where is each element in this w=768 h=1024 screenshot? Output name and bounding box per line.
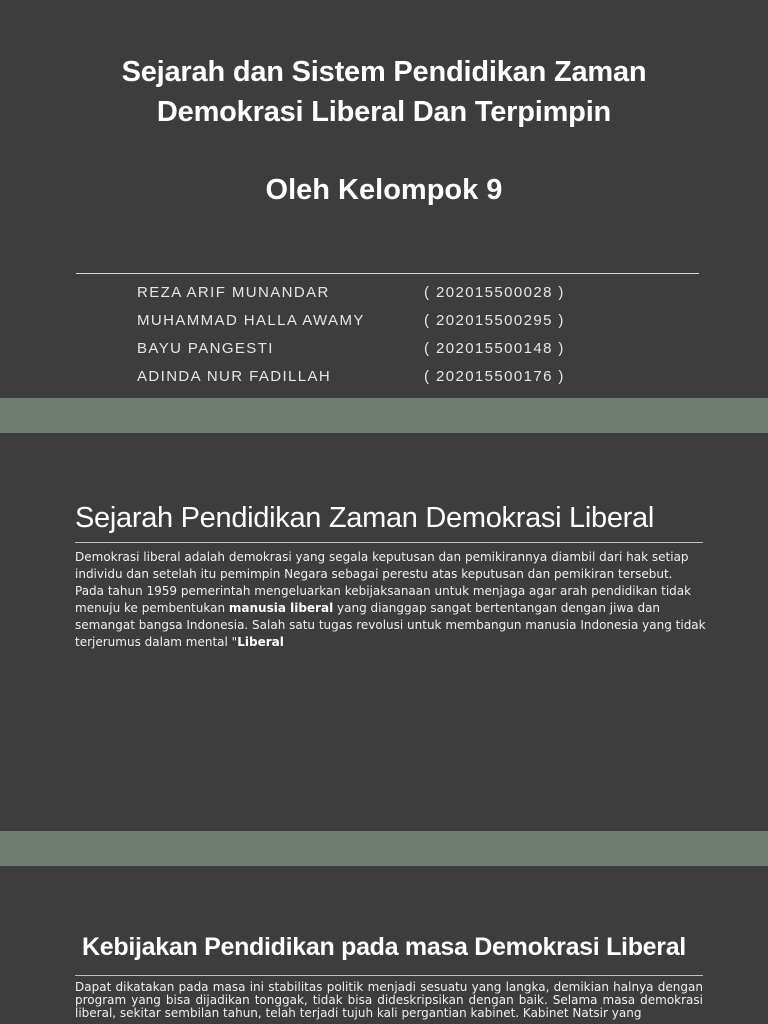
paragraph-2-text-b: yang dianggap sangat bertentangan dengan jiwa dan semangat bangsa Indonesia. Salah satu tugas revolusi untuk membangun manusia Indonesia yang tidak terjerumus dalam mental " (75, 601, 706, 649)
member-row (137, 309, 617, 337)
paragraph-2-text-a: Pada tahun 1959 pemerintah mengeluarkan kebijaksanaan untuk menjaga agar arah pendidikan tidak menuju ke pembentukan (75, 584, 692, 615)
slide-body (75, 549, 711, 651)
slide-body: Dapat dikatakan pada masa ini stabilitas politik menjadi sesuatu yang langka, demikian halnya dengan program yang bisa dijadikan tonggak, tidak bisa dideskripsikan dengan baik. Selama masa demokrasi liberal, sekitar sembilan tahun, telah terjadi tujuh kali pergantian kabinet. Kabinet Natsir yang (75, 980, 703, 1020)
paragraph-2 (75, 583, 711, 651)
member-name: ADINDA NUR FADILLAH (137, 368, 332, 385)
slide-title: Kebijakan Pendidikan pada masa Demokrasi Liberal (82, 933, 686, 961)
member-row (137, 337, 617, 365)
title-line-1: Sejarah dan Sistem Pendidikan Zaman (121, 56, 647, 88)
member-name: REZA ARIF MUNANDAR (137, 284, 330, 301)
divider-line (75, 542, 703, 543)
bold-text-liberal: Liberal (237, 635, 284, 649)
paragraph-1: Demokrasi liberal adalah demokrasi yang segala keputusan dan pemikirannya diambil dari hak setiap individu dan setelah itu pemimpin Negara sebagai perestu atas keputusan dan pemikiran tersebut. (75, 550, 689, 581)
member-row (137, 365, 617, 393)
group-subtitle: Oleh Kelompok 9 (265, 174, 503, 206)
member-row (137, 281, 617, 309)
title-line-2: Demokrasi Liberal Dan Terpimpin (156, 96, 612, 128)
history-slide (0, 433, 768, 831)
slide-title: Sejarah Pendidikan Zaman Demokrasi Liberal (75, 502, 654, 534)
divider-line (75, 975, 703, 976)
policy-slide (0, 866, 768, 1024)
presentation-title (0, 52, 768, 132)
bold-text-manusia-liberal: manusia liberal (228, 601, 334, 615)
member-id: ( 202015500176 ) (424, 368, 565, 385)
member-id: ( 202015500295 ) (424, 312, 565, 329)
member-name: MUHAMMAD HALLA AWAMY (137, 312, 365, 329)
member-list (137, 281, 617, 393)
member-name: BAYU PANGESTI (137, 340, 274, 357)
member-id: ( 202015500028 ) (424, 284, 565, 301)
member-id: ( 202015500148 ) (424, 340, 565, 357)
divider-line (76, 273, 699, 274)
title-slide (0, 0, 768, 398)
